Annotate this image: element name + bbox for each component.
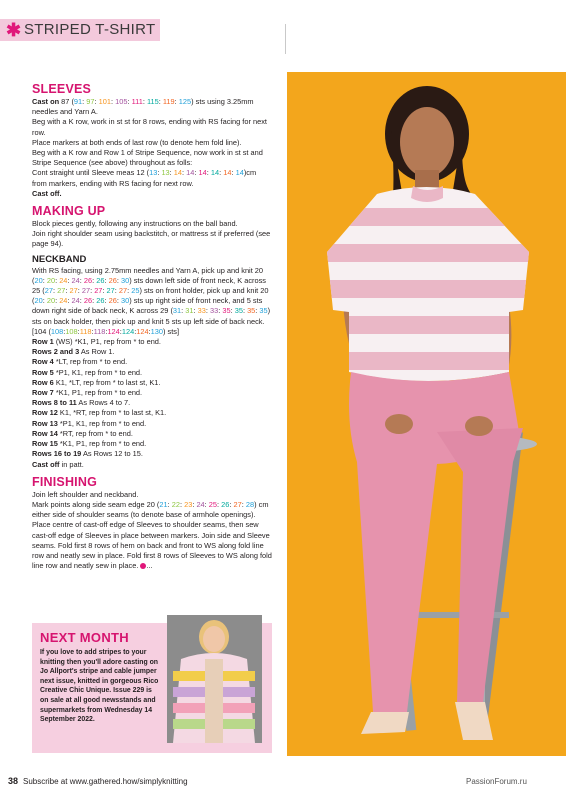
sleeves-heading: SLEEVES bbox=[32, 82, 92, 96]
next-month-title: NEXT MONTH bbox=[40, 630, 129, 645]
neckband-intro: With RS facing, using 2.75mm needles and Yarn A, pick up and knit 20 (20: 20: 24: 24: 26: 26: 26: 30) sts down left side of front neck, K across 25 (27: 27: 27: 27: 27: 27: 27: 25) sts on front holder, pick up and knit 20 (20: 20: 24: 24: 26: 26: 26: 30) sts up right side of front neck, and 5 sts down right side of back neck, K across 29 (31: 31: 33: 33: 35: 35: 35: 35) sts on back holder, then pick up and knit 5 sts up left side of back neck. bbox=[32, 265, 271, 326]
sleeves-cast-off: Cast off. bbox=[32, 188, 62, 198]
pattern-row: Row 14 *RT, rep from * to end. bbox=[32, 428, 133, 438]
pattern-row: Rows 8 to 11 As Rows 4 to 7. bbox=[32, 398, 131, 408]
pattern-row: Row 4 *LT, rep from * to end. bbox=[32, 357, 128, 367]
neckband-cast-off: Cast off in patt. bbox=[32, 459, 84, 469]
cast-on-first: 87 bbox=[61, 97, 70, 106]
pattern-column bbox=[32, 82, 272, 571]
model-illustration bbox=[287, 72, 566, 756]
pattern-row: Row 13 *P1, K1, rep from * to end. bbox=[32, 418, 147, 428]
pattern-row: Rows 2 and 3 As Row 1. bbox=[32, 347, 115, 357]
striped-tshirt bbox=[317, 172, 537, 402]
pattern-row: Row 5 *P1, K1, rep from * to end. bbox=[32, 367, 143, 377]
cast-on-label: Cast on bbox=[32, 97, 60, 106]
sleeves-para: Beg with a K row and Row 1 of Stripe Sequence, now work in st st and Stripe Sequence (see above) throughout as folls: bbox=[32, 148, 263, 168]
pattern-row: Rows 16 to 19 As Rows 12 to 15. bbox=[32, 449, 143, 459]
footer-subscribe-link[interactable]: Subscribe at www.gathered.how/simplyknitting bbox=[23, 777, 188, 786]
making-up-para: Block pieces gently, following any instructions on the ball band. bbox=[32, 219, 238, 229]
finishing-heading: FINISHING bbox=[32, 474, 97, 489]
column-divider bbox=[285, 24, 286, 54]
sleeves-para: Beg with a K row, work in st st for 8 rows, ending with RS facing for next row. bbox=[32, 117, 267, 137]
asterisk-icon: ✱ bbox=[6, 20, 22, 40]
finishing-para: Place centre of cast-off edge of Sleeves to shoulder seams, then sew cast-off edge of Sleeves in place between markers. Join side and Sleeve seams. Fold first 8 rows of hem on back and front to WS along fold line row and neatly sew in place. Fold first 8 rows of Sleeves to WS along fold line row and neatly sew in place. ... bbox=[32, 520, 272, 571]
finishing-mark: Mark points along side seam edge 20 (21: 22: 23: 24: 25: 26: 27: 28) cm either side of shoulder seams (to denote base of armhole openings). bbox=[32, 499, 269, 520]
watermark: PassionForum.ru bbox=[466, 777, 527, 786]
model-photo bbox=[287, 72, 566, 756]
neckband-heading: NECKBAND bbox=[32, 253, 87, 265]
sleeves-cont: Cont straight until Sleeve meas 12 (13: 13: 14: 14: 14: 14: 14: 14)cm from markers, ending with RS facing for next row. bbox=[32, 168, 257, 188]
next-month-photo bbox=[167, 615, 262, 743]
making-up-para: Join right shoulder seam using backstitch, or mattress st if preferred (see page 94). bbox=[32, 229, 271, 249]
pattern-row: Row 1 (WS) *K1, P1, rep from * to end. bbox=[32, 337, 161, 347]
making-up-heading: MAKING UP bbox=[32, 204, 106, 219]
page-number: 38 bbox=[8, 776, 19, 786]
next-month-text: If you love to add stripes to your knitting then you'll adore casting on Jo Allport's stripe and cable jumper next issue, knitted in gorgeous Rico Creative Chic Unique. Issue 229 is on sale at all good newsstands and supermarkets from Wednesday 14 September 2022. bbox=[40, 649, 159, 724]
pattern-row: Row 15 *K1, P1, rep from * to end. bbox=[32, 439, 147, 449]
sleeves-cast-on: Cast on 87 (91: 97: 101: 105: 111: 115: 119: 125) sts using 3.25mm needles and Yarn A. bbox=[32, 97, 254, 117]
finishing-para: Join left shoulder and neckband. bbox=[32, 489, 139, 499]
pattern-row: Row 7 *K1, P1, rep from * to end. bbox=[32, 388, 143, 398]
pattern-row: Row 12 K1, *RT, rep from * to last st, K1. bbox=[32, 408, 167, 418]
page-title: STRIPED T-SHIRT bbox=[24, 21, 156, 38]
neckband-total: [104 (108:108:118:118:124:124:124:130) sts] bbox=[32, 326, 180, 336]
sleeves-para: Place markers at both ends of last row (to denote hem fold line). bbox=[32, 137, 242, 147]
next-month-jumper-illustration bbox=[167, 615, 262, 743]
pattern-row: Row 6 K1, *LT, rep from * to last st, K1. bbox=[32, 377, 161, 387]
